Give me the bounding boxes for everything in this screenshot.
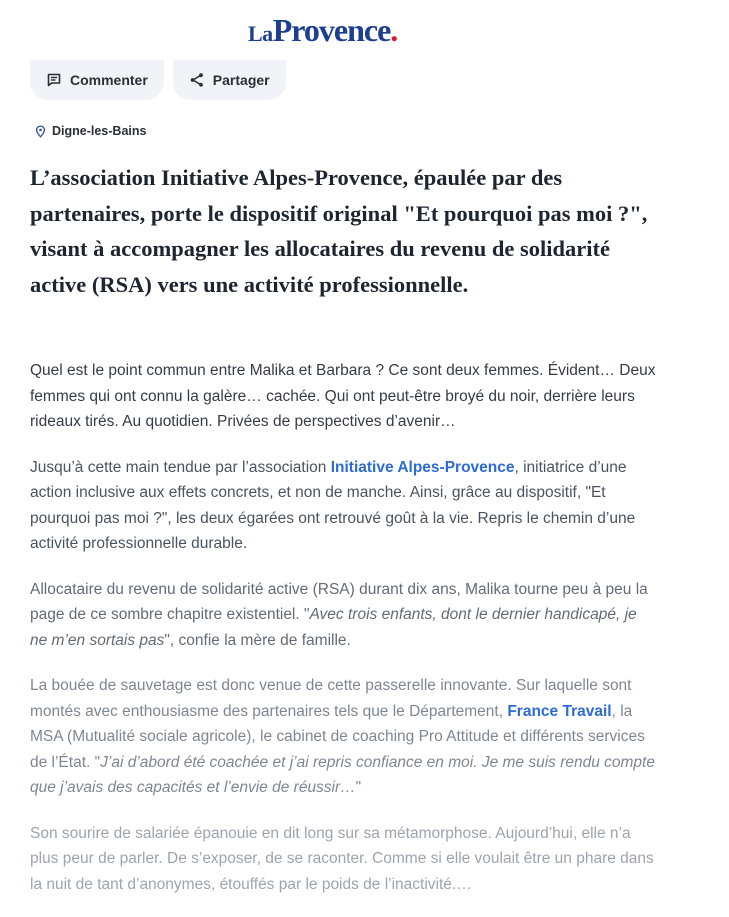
share-icon	[189, 72, 205, 88]
coaching-quote: J’ai d’abord été coachée et j’ai repris confiance en moi. Je me suis rendu compte que j’avais des capacités et l’envie de réussir…	[30, 753, 655, 796]
paragraph-4-text-end: "	[355, 779, 362, 796]
comment-label: Commenter	[70, 72, 148, 88]
share-button[interactable]	[173, 60, 286, 100]
paragraph-4	[30, 673, 656, 801]
logo-main: Provence	[272, 12, 391, 48]
comment-icon	[46, 72, 62, 88]
paragraph-4-text-start: La bouée de sauvetage est donc venue de cette passerelle innovante. Sur laquelle sont montés avec enthousiasme des partenaires tels que le Département,	[30, 677, 632, 720]
logo-dot: .	[390, 12, 398, 48]
site-header	[0, 0, 729, 62]
site-logo[interactable]	[248, 12, 397, 52]
paragraph-2-text-end: , initiatrice d’une action inclusive aux effets concrets, et non de manche. Ainsi, grâce au dispositif, "Et pourquoi pas moi ?", les deux égarées ont retrouvé goût à la vie. Repris le chemin d’une activité professionnelle durable.	[30, 458, 636, 552]
article-headline: L’association Initiative Alpes-Provence, épaulée par des partenaires, porte le dispositif original "Et pourquoi pas moi ?", visant à accompagner les allocataires du revenu de solidarité active (RSA) vers une activité professionnelle.	[30, 165, 648, 297]
france-travail-link[interactable]: France Travail	[507, 702, 612, 720]
initiative-alpes-provence-link[interactable]: Initiative Alpes-Provence	[330, 458, 515, 476]
location-pin-icon	[34, 125, 47, 138]
paragraph-3-text-end: ", confie la mère de famille.	[164, 631, 351, 649]
paragraph-4-text-middle: , la MSA (Mutualité sociale agricole), le cabinet de coaching Pro Attitude et différents services de l’État. "	[30, 702, 645, 771]
paragraph-3	[30, 577, 656, 654]
location-label: Digne-les-Bains	[52, 124, 147, 138]
paragraph-2	[30, 455, 656, 557]
location-tag[interactable]	[34, 124, 146, 138]
article-body	[30, 358, 656, 917]
logo-prefix: La	[248, 21, 273, 46]
malika-quote: Avec trois enfants, dont le dernier handicapé, je ne m’en sortais pas	[30, 606, 637, 649]
paragraph-3-text-start: Allocataire du revenu de solidarité active (RSA) durant dix ans, Malika tourne peu à peu la page de ce sombre chapitre existentiel. "	[30, 580, 648, 623]
paragraph-2-text-start: Jusqu’à cette main tendue par l’association	[30, 458, 331, 476]
article-actions	[30, 60, 286, 100]
share-label: Partager	[212, 72, 270, 88]
paragraph-1: Quel est le point commun entre Malika et Barbara ? Ce sont deux femmes. Évident… Deux femmes qui ont connu la galère… cachée. Qui ont peut-être broyé du noir, derrière leurs rideaux tirés. Au quotidien. Privées de perspectives d’avenir…	[30, 362, 656, 430]
paragraph-5: Son sourire de salariée épanouie en dit long sur sa métamorphose. Aujourd’hui, elle n’a plus peur de parler. De s’exposer, de se raconter. Comme si elle voulait être un phare dans la nuit de tant d’anonymes, étouffés par le poids de l’inactivité.…	[30, 824, 654, 893]
comment-button[interactable]	[30, 60, 164, 100]
